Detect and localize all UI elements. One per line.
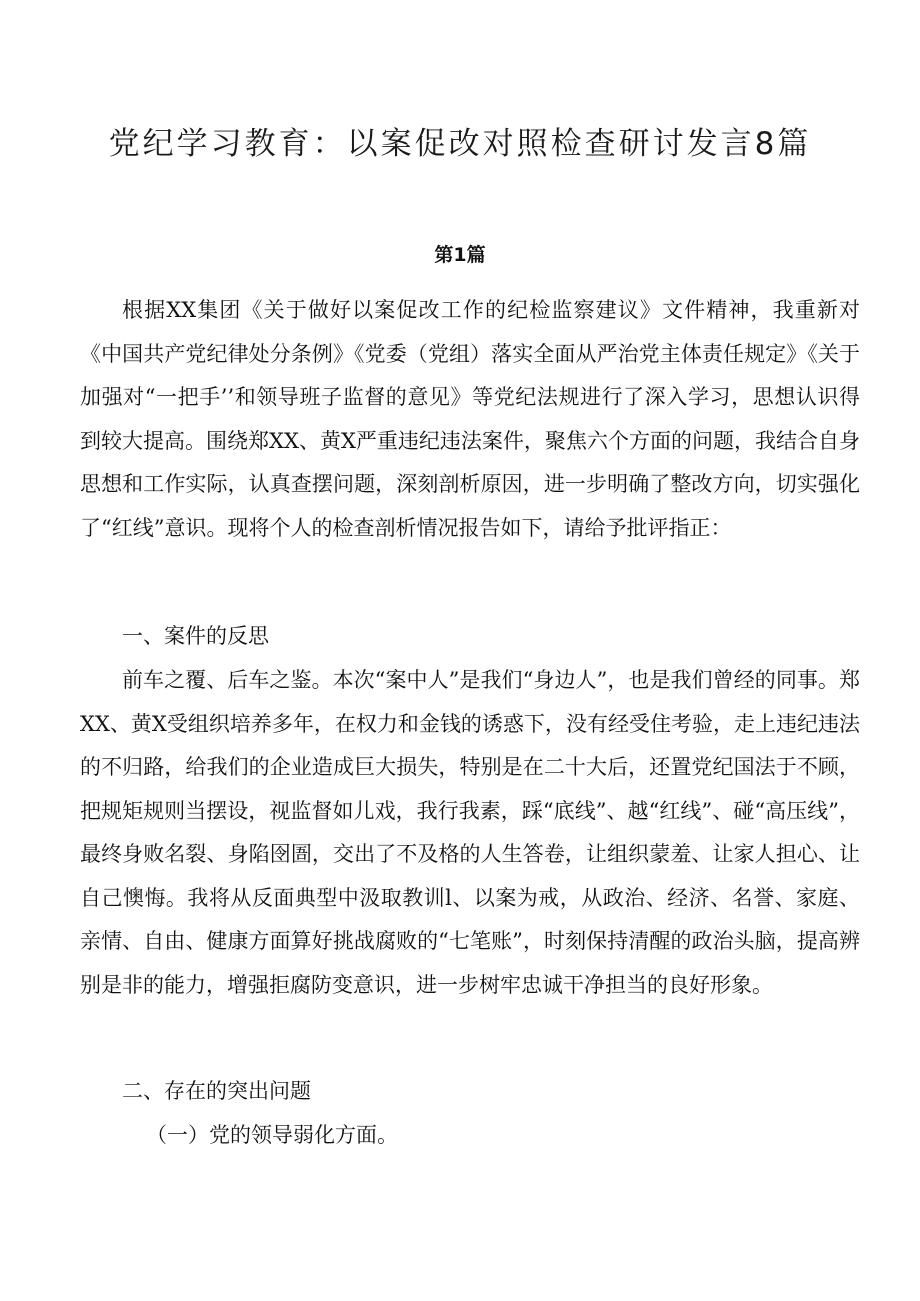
paragraph-intro: 根据XX集团《关于做好以案促改工作的纪检监察建议》文件精神，我重新对《中国共产党纪律处分条例》《党委（党组）落实全面从严治党主体责任规定》《关于加强对“一把手’’和领导班子监督的意见》等党纪法规进行了深入学习，思想认识得到较大提高。围绕郑XX、黄X严重违纪违法案件，聚焦六个方面的问题，我结合自身思想和工作实际，认真查摆问题，深刻剖析原因，进一步明确了整改方向，切实强化了“红线”意识。现将个人的检查剖析情况报告如下，请给予批评指正： [80,298,860,540]
paragraph-case-reflection: 前车之覆、后车之鉴。本次“案中人”是我们“身边人”，也是我们曾经的同事。郑XX、黄X受组织培养多年，在权力和金钱的诱惑下，没有经受住考验，走上违纪违法的不归路，给我们的企业造成巨大损失，特别是在二十大后，还置党纪国法于不顾，把规矩规则当摆设，视监督如儿戏，我行我素，踩“底线”、越“红线”、碰“高压线”，最终身败名裂、身陷囹圄，交出了不及格的人生答卷，让组织蒙羞、让家人担心、让自己懊悔。我将从反面典型中汲取教训l、以案为戒，从政治、经济、名誉、家庭、亲情、自由、健康方面算好挑战腐败的“七笔账”，时刻保持清醒的政治头脑，提高辨别是非的能力，增强拒腐防变意识，进一步树牢忠诚干净担当的良好形象。 [80,668,860,997]
document-title: 党纪学习教育：以案促改对照检查研讨发言8篇 [108,126,812,162]
heading-case-reflection: 一、案件的反思 [122,624,269,648]
heading-problems: 二、存在的突出问题 [122,1079,311,1103]
subheading-party-leadership: （一）党的领导弱化方面。 [146,1123,398,1147]
section-heading: 第1篇 [434,244,486,266]
